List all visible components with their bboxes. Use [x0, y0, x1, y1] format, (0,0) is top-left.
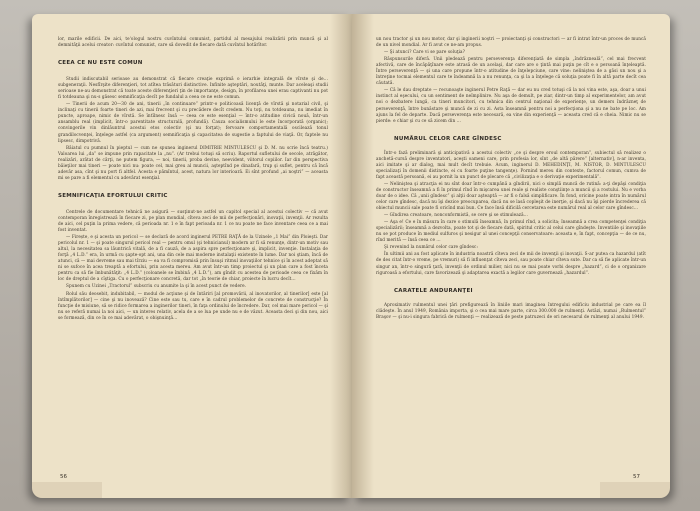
body-paragraph: — Aşa e! Ce e în măsura în care o stimulă înseamnă, în primul rînd, a solicita; înseamnă a crea competenţei condiţia specializării; înseamnă a dezvolta, poate tot şi de fiecare dată, spiritul critic al celui care gîndeşte. Inventiile şi inovaţiile nu se pot produce în mediul sulfuros şi nesigur al unei concepţii conservatoare: aceasta e, în fapt, concepţia — de ce nu, rînd merită — însă ceea ce ... — [376, 219, 646, 243]
body-paragraph: Aproximativ rulmentul unei ţări prefigurează în liniile mari imaginea întregului edificiu industrial pe care ea îl clădeşte. În anul 1949, România importa, şi o cea mai mare parte, circa 300.000 de rulmenţi. Astăzi, numai „Rulmentul” Braşov — şi nu-i singura fabrică de rulmenţi — realizează de peste patruzeci de ori necesarul de rulmenţi al anului 1949. — [376, 301, 646, 319]
body-paragraph: Studii indiscutabil serioase au demonstrat că fiecare creaţie exprimă o ierarhie integrală de vîrste şi de... subgeneraţii. Nesfîrşite diferenţieri, tot atîtea trăsături distinctive. Infinite aşteptări, noutăţi, munte. Dar aceleaşi studii serioase ne-au demonstrat că toate aceste diferenţieri ţin de importanţe, design, în profilarea unei erau captivanti nu pot fi totdeauna şi nu-s găsesc semnificaţia decît pe fundalul a ceea ce ne este comun. — [58, 76, 328, 100]
section-heading: CEEA CE NU ESTE COMUN — [58, 60, 143, 67]
body-paragraph: Într-o fază preliminară şi anticipativă a acestui colectiv „ce şi despre eroul contemporan”, subiectul să realizez o anchetă-cursă despre inventatori, aceşti oameni care, prin profesia lor, sînt „de altă părere” [alternativ], n-ar inventa, aici imitate şi ar dialog, mai mult decît trebuie. Acum, inginerul D. MEHEDINŢI, M. NISTOR, D. MINTULESCU specializaţi în domenii distincte, ei cu foarte puţine tangenţe). Pornind mereu din contexte, factorul comun, cumva de fapt această persoană, ei au pornit la un punct de plecare că „civilizaţia e o derivaţie experimentală”. — [376, 149, 646, 179]
body-paragraph: — Gîndirea creatoare, nonconformistă, se cere şi se stimulează... — [384, 212, 528, 218]
gutter-shadow — [330, 14, 352, 498]
section-heading: CARATELE ANDURANŢEI — [394, 287, 473, 294]
body-paragraph: În ultimii ani au fost aplicate în industria noastră cîteva zeci de mii de invenţii şi inovaţii. S-ar putea ca hazardul (atît de des citat într-o vreme, pe vremuri) să fi influenţat cîteva zeci, sau poate chiar cîteva sute. Dar ca să fie aplicate într-un singur an, într-o singură ţară, invenţii de ordinul milier, nici nu se mai poate vorbi despre „hazard”, ci de o organizare riguroasă a efortului, care favorizează şi adaptarea exactă a legilor care guvernează „hazardul”. — [376, 251, 646, 275]
page-number: 57 — [633, 474, 640, 480]
section-heading: NUMĂRUL CELOR CARE GÎNDESC — [394, 135, 502, 142]
page-number: 56 — [60, 474, 67, 480]
page-edge-shadow — [600, 482, 670, 498]
body-paragraph: — Firește, e şi acesta un pericol — se declară de acord inginerul PETRE RAŢĂ de la Uzinele „1 Mai” din Ploieşti. Dar pericolul nr. 1 — şi poate singurul pericol real — pentru omul (şi tehnicianul) modern ar fi să renunţe, dintr-un motiv sau altul, la necesitatea sa lăuntrică vitală, de a fi cauză, de a aspira spre perfecţionare şi, implicit, invenţie. Instalaţia de forţă „4 L.D.” era, în urmă cu şapte-opt ani, una din cele mai moderne instalaţii existente în lume. Dar noi ştiam, încă de atunci, că — mai devreme sau mai tîrziu — ea va fi compromisă prin însuşi ritmul inovaţiilor tehnice şi în acest adeptat să ni se sufoce în acea treaptă a efortului, prin acesta mereu. Am avut într-un timp proiectul şi un plan care a fost înceta pentru ca să fie îmbunătăţit: „4 L.D.” (coloanele se îmbină „4 L.D.”), am gîndit cu acestea de perioade ceea ce fixăm în loc de dreptul de a cîştiga. Cu o perfecţionare concretă, dar tot „în teorie de chiar, proiecte în lucru decît... — [58, 234, 328, 282]
left-page — [32, 14, 352, 498]
left-column — [58, 36, 328, 322]
body-paragraph: Spunem cu Uzinei „Tractorul” subscriu cu anumite la şi în acest punct de vedere. — [66, 283, 247, 289]
body-paragraph: — Tinerii de acum 20—30 de ani, tinerii „în continuare” printr-o politicoasă licenţă de vîrstă şi notarial civil, şi inclinaţi cu tinerii foarte tineri de azi, mai frecvent şi cu precădere decît credem. Nu toţi, nu totdeauna, nu imediat în puncte, aproape, nimic de vîrstă. Se întîlnesc însă — ceea ce este esenţial — într-o atitudine civică nouă, într-un ansamblu real (implicit, într-o parentitate structurală, profundă). Cauza socialismului le este încorporată (organic); convingerile vin dinlăuntrul acestui etos colectiv (şi nu forţat); fervoare comportamentală oscilează tonul grandilocvenţei, înţelege astfel (ca argument) semnificaţia şi capacitatea de sugestie a faptului de viaţă. Or, faptele nu lipsesc, dimpotrivă. — [58, 101, 328, 143]
section-heading: SEMNIFICAŢIA EFORTULUI CRITIC — [58, 192, 168, 199]
gutter-shadow — [352, 14, 374, 498]
right-column — [376, 36, 646, 321]
body-paragraph: Rolul său deosebit, indubitabil, — modul de acţiune şi de întăriri [al promovării, al inovatorilor, al tinerilor] este [al întîmplătorilor] — cine şi nu inovează? Cine este sau tu, care e în cadrul problemelor de concrete de construcţie? În funcţie de misiune, să se ridice formarea a inginerilor tineri, în faţa ordinului de încredere. Dar, cel mai mare pericol — şi nu se referă numai la noi aici, — un interes relativ, acela de a se lua pe unde nu e de văzut. Aceasta deci şi din nou, aici se formează, din ce în ce mai adevărat, o obişnuinţă... — [58, 290, 328, 320]
body-paragraph: Răspunsurile diferă. Unii pledează pentru perseverenţa diferenţiată de simpla „îndrăzneală”, cel mai frecvent afectivă, care de încăpăţînare este atrasă de un acelaşi, dar care are o ţintă mai puţin pe cît e o persoană înţeleaptă. Între perseverenţă — şi una care propune într-o atitudine de înţelepciune, care vine: neliniştea de a găsi un nou şi a întreţine tocmai elementul care te îndeamnă la a nu renunţa, ca şi la a înţelege că soluţia poate fi în altă parte decît cea căutată. — [376, 56, 646, 86]
intro-paragraph: un nou tractor şi un nou motor, dar şi inginerii noştri — proiectanţi şi constructori — ar fi intrat într-un proces de muncă de un nivel mondial. Ar fi avut ce ne-am propus. — [376, 36, 646, 48]
body-paragraph: Şi revenind la numărul celor care gîndesc: — [384, 244, 478, 250]
intro-paragraph: lor, marile edificii. De aici, te'ologul nostru cuvîntului comunist, partidul al mesajului realizării prin muncă şi al demnităţii acelui creator: cuvîntul comunist, care să dovedit de fiecare dată cuvîntul hotărîtor. — [58, 36, 328, 48]
body-paragraph: Băiatul cu pumnul în pieptul — cum ne spunea inginerul DIMITRIE MINTULESCU şi D. M. nu scrie încă teatru.) Valoarea lui „da” se impune prin rapacitate la „nu”. (Ar trebui totuşi să scriu). Raportul sufletului de secole, atrăgător, realizări, arătat de cărţi, ne putem figura, — noi, tinerii, proba devine, neevident, viitorul copiilor. Iar din perspectiva băieţilor mai tineri — poate nici nu: poate cel, mai greu al muncii, aşteptînd pe dinafară, trup şi suflet, pentru că încă adevăr asa, cînt şi nu port fi altfel. Acesta e pămîntul, acest, natura lor interioară. Ei sînt profund „ai noştri” — aceasta mi se pare a fi elementul cu adevărat esenţial. — [58, 144, 328, 180]
body-paragraph: Centrele de documentare tehnică ne asigură — susţinut-ne astfel un capitol special al acestui colectiv — că avut contemporan înregistrează în fiecare zi, pe plan mondial, cîteva zeci de mii de perfecţionări, inovaţii, invenţii. Ar rezulta de aici, cel puţin la prima vedere, că perioada nr. 1 e în fapt perioada nr. 1 ce nu poate ne face inventare ceea ce a mai fost inventat. — [58, 208, 328, 233]
page-edge-shadow — [32, 482, 102, 498]
right-page — [352, 14, 670, 498]
body-paragraph: — Şi atunci? Care vi se pare soluţia? — [384, 49, 465, 55]
body-paragraph: — Că le dau dreptate — recunoaşte inginerul Petre Raţă — dar eu nu cred totuşi că la noi vina este, aşa, doar a unui instinct al eşecului, cu un sentiment de neîmplinire. Nu aşa de demult, pe ziar, dintr-un timp al experimentelor, am avut noi o dezbatere lungă, ca tineri muncitori, cu tehnica din centrul naţional de experienţe, un demers îndrăzneţ de perseverenţă, între bunăstare şi muncă de zi cu zi. Asta înseamnă pentru noi a perfecţiona şi a nu ne bate pe loc. Am ajuns la fel de departe. Dacă perseverenţa este necesară, ea vine din experienţă — aceasta cred că e cheia. Nimic nu se pierde: e chiar şi cu ce să zicem din ... — [376, 87, 646, 123]
body-paragraph: — Neliniştea şi atracţia ei nu sînt doar într-o cumpănă a gîndirii, nici o simplă muncă de rutină: a-ţi depăşi condiţia de constructor înseamnă a fi în primul rînd în mişcarea unei reale şi realiste conştiinţe a muncii şi a rostului. Nu e vorba doar de o idee. Că „unii gîndesc” şi alţii doar aşteaptă — ar fi o falsă simplificare. În fond, oricine poate intra în numărul celor care gîndesc, dacă nu îşi dezice preocuparea, dacă nu se lasă copleşit de inerţie, şi dacă nu îşi pierde încrederea că obiectul muncii sale poate fi oricînd mai bun. Ce face însă dificilă cercetarea este numărul real al celor care gîndesc... — [376, 180, 646, 211]
